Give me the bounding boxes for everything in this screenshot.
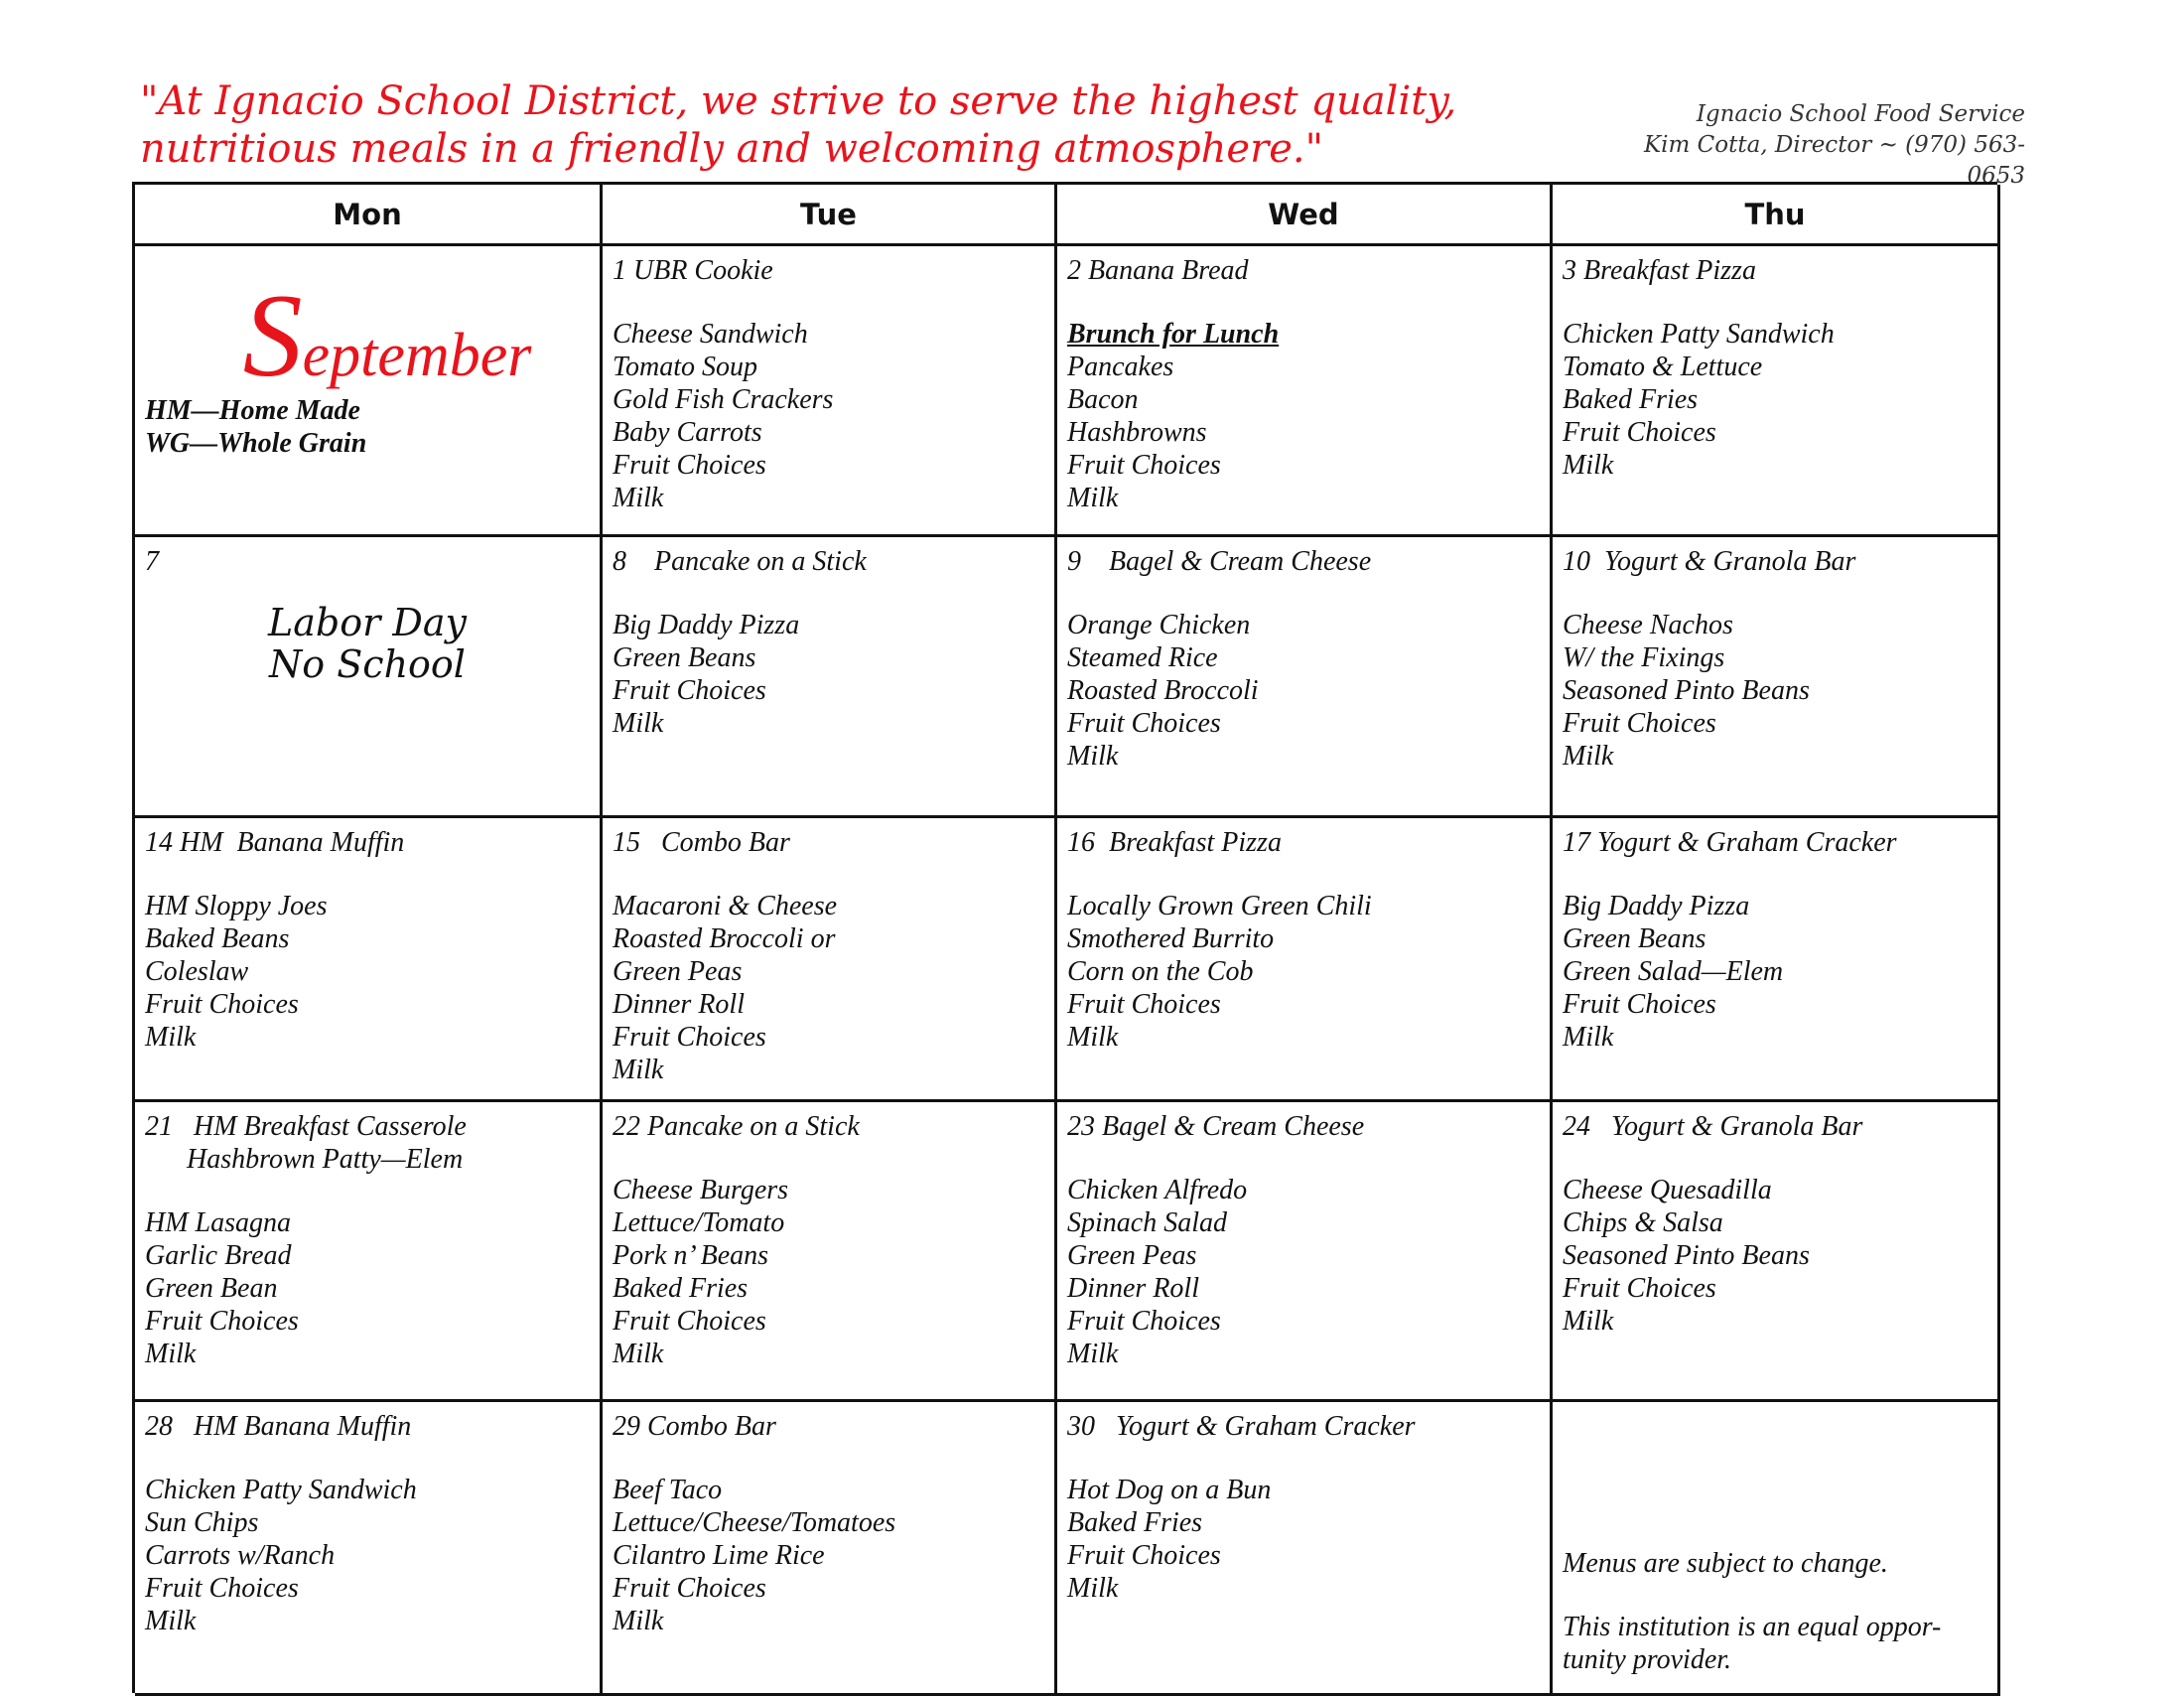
menu-item: Milk <box>145 1022 197 1053</box>
header-wed: Wed <box>1057 185 1553 246</box>
menu-item: Milk <box>613 1339 664 1369</box>
menu-item: Chicken Patty Sandwich <box>1563 319 1835 350</box>
spacer <box>1067 859 1540 890</box>
month-title <box>185 269 590 401</box>
menu-item: Seasoned Pinto Beans <box>1563 1240 1810 1271</box>
menu-item: Fruit Choices <box>1563 417 1716 448</box>
day-cell <box>603 1102 1057 1402</box>
day-title: 23 Bagel & Cream Cheese <box>1067 1111 1365 1142</box>
spacer <box>613 859 1044 890</box>
day-cell <box>603 246 1057 537</box>
director-contact: Kim Cotta, Director ~ (970) 563-0653 <box>1643 132 2025 189</box>
menu-item: Gold Fish Crackers <box>613 384 834 415</box>
day-cell <box>135 818 603 1102</box>
spacer <box>1067 287 1540 318</box>
day-title: 29 Combo Bar <box>613 1411 776 1442</box>
menu-item: Fruit Choices <box>1563 989 1716 1020</box>
note-text: tunity provider. <box>1563 1644 1732 1675</box>
menu-item: Tomato & Lettuce <box>1563 352 1763 382</box>
spacer <box>145 1443 590 1474</box>
spacer <box>613 287 1044 318</box>
legend-item: HM—Home Made <box>145 395 360 426</box>
menu-item: Roasted Broccoli <box>1067 675 1259 706</box>
day-title: 16 Breakfast Pizza <box>1067 827 1282 858</box>
cell-intro <box>135 246 603 537</box>
day-cell-holiday <box>135 537 603 818</box>
footer-notes <box>1563 1547 1987 1676</box>
day-title: 30 Yogurt & Graham Cracker <box>1067 1411 1416 1442</box>
holiday-note <box>145 602 590 685</box>
menu-item: Fruit Choices <box>1563 1273 1716 1304</box>
menu-item: Milk <box>145 1339 197 1369</box>
menu-item: Sun Chips <box>145 1507 259 1538</box>
menu-item: Fruit Choices <box>1067 989 1221 1020</box>
menu-item: Fruit Choices <box>1563 708 1716 739</box>
menu-item: Fruit Choices <box>1067 1306 1221 1337</box>
menu-item: Fruit Choices <box>145 1306 299 1337</box>
spacer <box>613 578 1044 609</box>
spacer <box>1563 859 1987 890</box>
menu-item: Tomato Soup <box>613 352 758 382</box>
menu-item: HM Sloppy Joes <box>145 891 328 921</box>
mission-quote: "At Ignacio School District, we strive to serve the highest quality, nutritious meals in a friendly and welcoming atmosphere." <box>140 78 1457 172</box>
day-title: 24 Yogurt & Granola Bar <box>1563 1111 1863 1142</box>
menu-item: Cheese Burgers <box>613 1175 789 1205</box>
menu-item: Chicken Alfredo <box>1067 1175 1248 1205</box>
menu-item: Fruit Choices <box>1067 450 1221 481</box>
menu-item: Milk <box>613 708 664 739</box>
day-title: 15 Combo Bar <box>613 827 790 858</box>
menu-item: Fruit Choices <box>613 1573 766 1604</box>
month-rest: eptember <box>302 322 532 389</box>
spacer <box>145 859 590 890</box>
menu-item: Bacon <box>1067 384 1139 415</box>
menu-item: Seasoned Pinto Beans <box>1563 675 1810 706</box>
menu-item: Baked Fries <box>1563 384 1699 415</box>
menu-item: Chicken Patty Sandwich <box>145 1475 417 1505</box>
org-name: Ignacio School Food Service <box>1696 101 2025 127</box>
day-cell <box>135 1402 603 1696</box>
day-cell <box>1057 1102 1553 1402</box>
menu-item: Cheese Nachos <box>1563 610 1733 640</box>
legend <box>145 395 590 461</box>
menu-item: Big Daddy Pizza <box>613 610 800 640</box>
day-title: 10 Yogurt & Granola Bar <box>1563 546 1856 577</box>
menu-item: W/ the Fixings <box>1563 642 1725 673</box>
day-cell <box>603 818 1057 1102</box>
menu-item: Green Peas <box>1067 1240 1197 1271</box>
spacer <box>1067 1443 1540 1474</box>
day-subtitle: Hashbrown Patty—Elem <box>145 1144 464 1175</box>
spacer <box>1563 287 1987 318</box>
menu-item: Green Bean <box>145 1273 278 1304</box>
spacer <box>613 1143 1044 1174</box>
menu-item: Pork n’ Beans <box>613 1240 769 1271</box>
menu-item: Locally Grown Green Chili <box>1067 891 1372 921</box>
day-cell <box>1553 818 2000 1102</box>
menu-item: Milk <box>613 1055 664 1085</box>
cell-notes <box>1553 1402 2000 1696</box>
menu-item: Fruit Choices <box>145 1573 299 1604</box>
menu-item: Beef Taco <box>613 1475 723 1505</box>
menu-item: Corn on the Cob <box>1067 956 1254 987</box>
menu-item: Steamed Rice <box>1067 642 1218 673</box>
spacer <box>1563 578 1987 609</box>
day-cell <box>1057 1402 1553 1696</box>
menu-item: Green Beans <box>613 642 756 673</box>
menu-item: Milk <box>613 1606 664 1636</box>
menu-item: Hashbrowns <box>1067 417 1207 448</box>
menu-item: Baby Carrots <box>613 417 762 448</box>
menu-item: Milk <box>1067 1022 1119 1053</box>
spacer <box>1563 1580 1987 1611</box>
menu-item: Garlic Bread <box>145 1240 292 1271</box>
menu-item: Milk <box>1067 1573 1119 1604</box>
day-title: 3 Breakfast Pizza <box>1563 255 1756 286</box>
menu-item: Baked Fries <box>613 1273 749 1304</box>
menu-item: Dinner Roll <box>1067 1273 1199 1304</box>
menu-item: Smothered Burrito <box>1067 923 1275 954</box>
header-mon: Mon <box>135 185 603 246</box>
menu-item: Spinach Salad <box>1067 1207 1227 1238</box>
day-cell <box>1553 246 2000 537</box>
spacer <box>1067 578 1540 609</box>
menu-item: Big Daddy Pizza <box>1563 891 1750 921</box>
menu-item: Green Peas <box>613 956 743 987</box>
menu-item: Milk <box>1067 741 1119 772</box>
menu-item: Milk <box>1067 1339 1119 1369</box>
day-title: 14 HM Banana Muffin <box>145 827 405 858</box>
note-text: Menus are subject to change. <box>1563 1548 1888 1579</box>
menu-item: Milk <box>1563 1022 1614 1053</box>
menu-item: Milk <box>613 483 664 513</box>
menu-item: Fruit Choices <box>613 1306 766 1337</box>
day-cell <box>1057 818 1553 1102</box>
menu-item: Lettuce/Tomato <box>613 1207 785 1238</box>
day-title: 8 Pancake on a Stick <box>613 546 867 577</box>
menu-item: Fruit Choices <box>613 675 766 706</box>
menu-calendar <box>132 182 1997 1693</box>
menu-item: Green Beans <box>1563 923 1706 954</box>
menu-item: Cheese Quesadilla <box>1563 1175 1772 1205</box>
menu-item: Fruit Choices <box>1067 708 1221 739</box>
day-title: 2 Banana Bread <box>1067 255 1249 286</box>
spacer <box>145 1176 590 1206</box>
header-thu: Thu <box>1553 185 2000 246</box>
menu-item: Hot Dog on a Bun <box>1067 1475 1272 1505</box>
day-cell <box>603 1402 1057 1696</box>
menu-item: Cilantro Lime Rice <box>613 1540 825 1571</box>
day-cell <box>135 1102 603 1402</box>
month-initial: S <box>242 269 303 401</box>
day-cell <box>1057 246 1553 537</box>
header-tue: Tue <box>603 185 1057 246</box>
menu-item: Fruit Choices <box>613 1022 766 1053</box>
menu-item: Dinner Roll <box>613 989 745 1020</box>
day-cell <box>1057 537 1553 818</box>
menu-item: Baked Fries <box>1067 1507 1203 1538</box>
menu-item: Green Salad—Elem <box>1563 956 1784 987</box>
holiday-status: No School <box>269 642 466 686</box>
day-cell <box>1553 537 2000 818</box>
menu-item: Roasted Broccoli or <box>613 923 836 954</box>
menu-item: Lettuce/Cheese/Tomatoes <box>613 1507 896 1538</box>
menu-item: Pancakes <box>1067 352 1174 382</box>
menu-heading: Brunch for Lunch <box>1067 319 1280 350</box>
menu-item: Coleslaw <box>145 956 249 987</box>
spacer <box>1563 1143 1987 1174</box>
day-cell <box>1553 1102 2000 1402</box>
day-title: 21 HM Breakfast Casserole <box>145 1111 467 1142</box>
spacer <box>613 1443 1044 1474</box>
day-title: 22 Pancake on a Stick <box>613 1111 860 1142</box>
day-title: 1 UBR Cookie <box>613 255 773 286</box>
day-title: 17 Yogurt & Graham Cracker <box>1563 827 1897 858</box>
day-title: 7 <box>145 546 159 577</box>
day-title: 9 Bagel & Cream Cheese <box>1067 546 1372 577</box>
menu-item: Carrots w/Ranch <box>145 1540 336 1571</box>
menu-item: Milk <box>1067 483 1119 513</box>
menu-item: Baked Beans <box>145 923 290 954</box>
day-title: 28 HM Banana Muffin <box>145 1411 412 1442</box>
menu-item: Milk <box>1563 1306 1614 1337</box>
menu-item: Macaroni & Cheese <box>613 891 838 921</box>
org-info <box>1608 99 2025 192</box>
menu-item: Fruit Choices <box>1067 1540 1221 1571</box>
menu-item: Fruit Choices <box>613 450 766 481</box>
menu-item: HM Lasagna <box>145 1207 292 1238</box>
menu-item: Milk <box>1563 741 1614 772</box>
day-cell <box>603 537 1057 818</box>
menu-item: Milk <box>145 1606 197 1636</box>
menu-item: Chips & Salsa <box>1563 1207 1723 1238</box>
menu-item: Orange Chicken <box>1067 610 1251 640</box>
menu-item: Fruit Choices <box>145 989 299 1020</box>
legend-item: WG—Whole Grain <box>145 428 367 459</box>
spacer <box>1067 1143 1540 1174</box>
note-text: This institution is an equal oppor- <box>1563 1612 1942 1642</box>
menu-item: Milk <box>1563 450 1614 481</box>
menu-item: Cheese Sandwich <box>613 319 808 350</box>
holiday-name: Labor Day <box>268 601 467 644</box>
